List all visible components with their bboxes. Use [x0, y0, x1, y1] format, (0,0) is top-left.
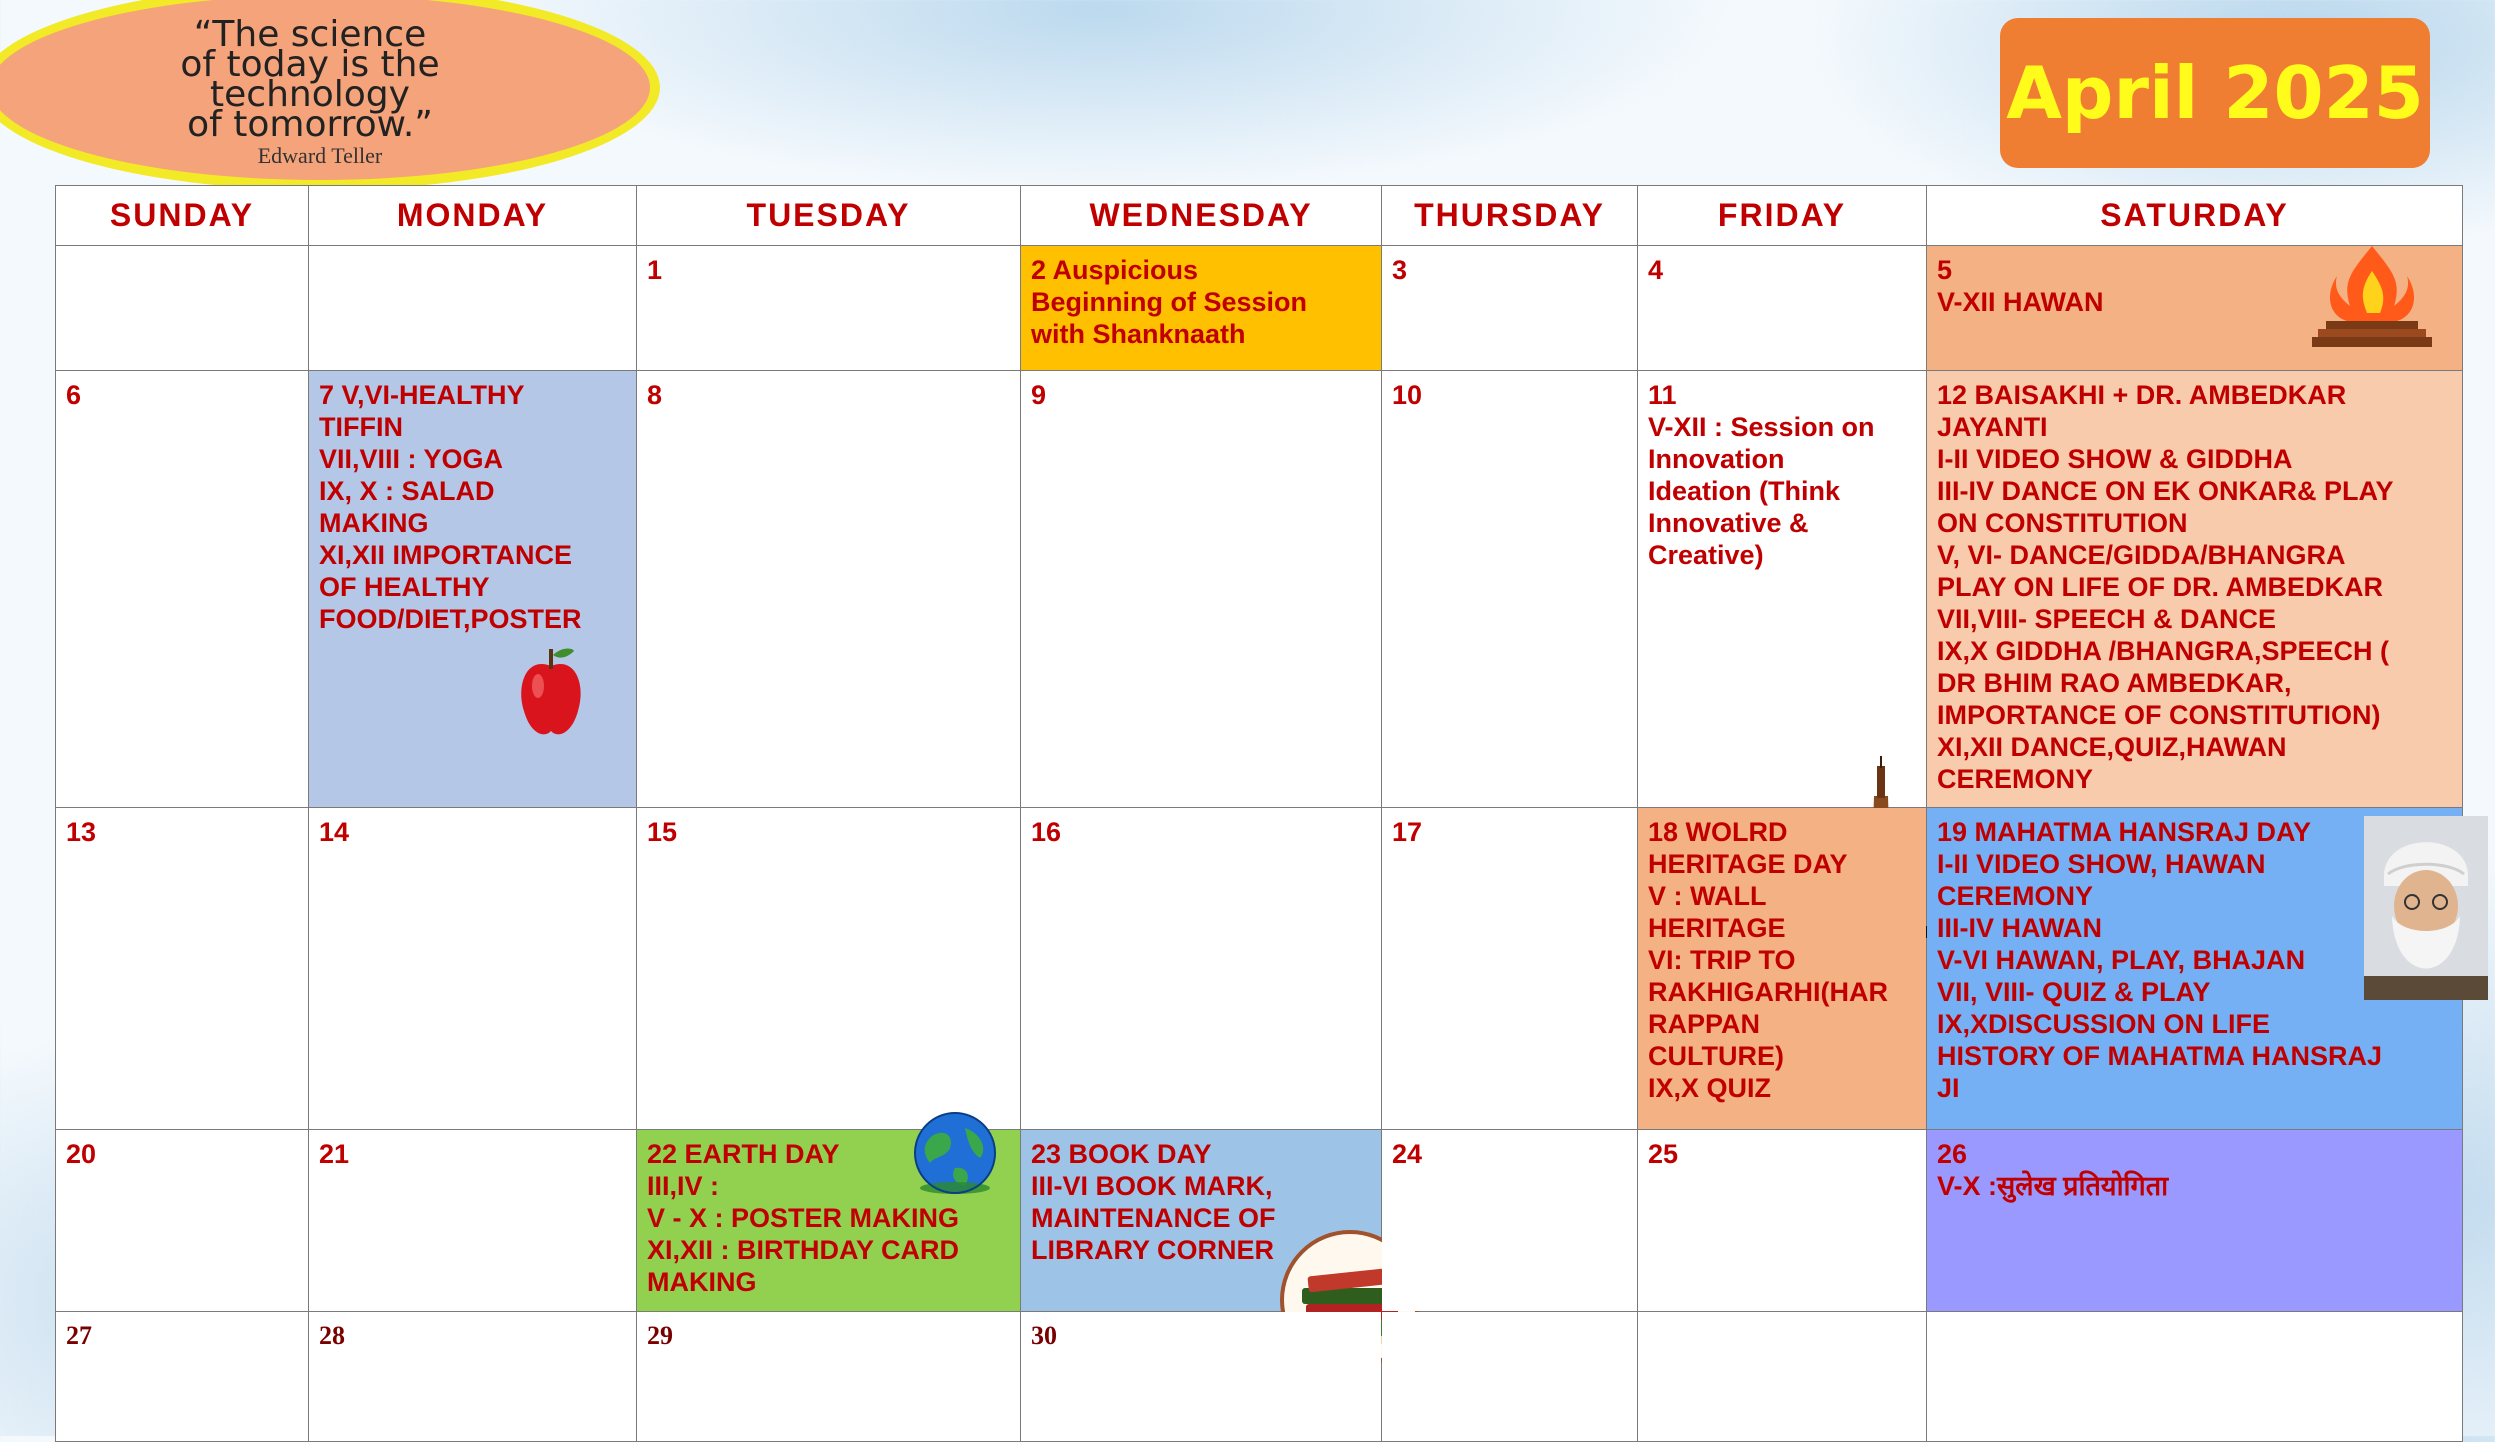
event-text: HERITAGE DAY — [1648, 849, 1848, 879]
weekday-header-row — [56, 186, 2463, 246]
hawan-fire-icon — [2312, 241, 2432, 358]
event-text: CEREMONY — [1937, 881, 2094, 911]
day-number: 6 — [66, 380, 82, 410]
day-cell[interactable] — [637, 808, 1021, 1130]
day-cell[interactable] — [309, 1130, 637, 1312]
event-text: V, VI- DANCE/GIDDA/BHANGRA — [1937, 540, 2346, 570]
weekday-header: SATURDAY — [1927, 186, 2463, 246]
day-cell[interactable] — [1638, 1130, 1927, 1312]
event-text: RAKHIGARHI(HAR — [1648, 977, 1888, 1007]
day-number: 21 — [319, 1139, 350, 1169]
event-text: FOOD/DIET,POSTER — [319, 604, 582, 634]
day-cell[interactable] — [1638, 246, 1927, 371]
day-cell[interactable] — [1927, 246, 2463, 371]
event-text: V-XII HAWAN — [1937, 287, 2104, 317]
event-text: CEREMONY — [1937, 764, 2094, 794]
day-cell[interactable] — [1021, 246, 1382, 371]
quote-author: Edward Teller — [257, 143, 383, 168]
event-text: Ideation (Think — [1648, 476, 1840, 506]
day-cell[interactable] — [1382, 1312, 1638, 1442]
day-number: 23 BOOK DAY — [1031, 1139, 1212, 1169]
weekday-header: MONDAY — [309, 186, 637, 246]
event-text: HERITAGE — [1648, 913, 1786, 943]
day-number: 14 — [319, 817, 350, 847]
event-text: V - X : POSTER MAKING — [647, 1203, 960, 1233]
day-number: 4 — [1648, 255, 1664, 285]
weekday-header: FRIDAY — [1638, 186, 1927, 246]
day-cell[interactable] — [1927, 808, 2463, 1130]
day-cell[interactable] — [1382, 808, 1638, 1130]
day-number: 27 — [66, 1321, 92, 1350]
day-cell[interactable] — [309, 1312, 637, 1442]
day-cell[interactable] — [1638, 808, 1927, 1130]
calendar-grid — [55, 185, 2463, 1442]
day-cell[interactable] — [637, 246, 1021, 371]
day-number: 29 — [647, 1321, 673, 1350]
quote-bubble — [0, 0, 660, 190]
day-number: 20 — [66, 1139, 97, 1169]
day-number: 13 — [66, 817, 97, 847]
day-number: 26 — [1937, 1139, 1968, 1169]
event-text: PLAY ON LIFE OF DR. AMBEDKAR — [1937, 572, 2384, 602]
event-text: V-XII : Session on — [1648, 412, 1875, 442]
event-text: VII,VIII : YOGA — [319, 444, 504, 474]
day-cell[interactable] — [1382, 1130, 1638, 1312]
quote-text: “The science of today is the technology of tomorrow.” — [180, 14, 440, 145]
day-cell[interactable] — [56, 1312, 309, 1442]
event-text: TIFFIN — [319, 412, 403, 442]
event-text: III-IV HAWAN — [1937, 913, 2103, 943]
weekday-header: TUESDAY — [637, 186, 1021, 246]
event-text: III-IV DANCE ON EK ONKAR& PLAY — [1937, 476, 2394, 506]
day-cell[interactable] — [56, 1130, 309, 1312]
day-number: 30 — [1031, 1321, 1057, 1350]
month-title-box — [2000, 18, 2430, 168]
week-row — [56, 1312, 2463, 1442]
week-row — [56, 371, 2463, 808]
day-cell[interactable] — [56, 808, 309, 1130]
day-cell[interactable] — [1927, 1312, 2463, 1442]
day-number: 11 — [1648, 380, 1677, 410]
day-cell[interactable] — [309, 246, 637, 371]
event-text: V-VI HAWAN, PLAY, BHAJAN — [1937, 945, 2306, 975]
day-cell[interactable] — [1382, 246, 1638, 371]
day-cell[interactable] — [1927, 371, 2463, 808]
day-number: 18 WOLRD — [1648, 817, 1788, 847]
day-cell[interactable] — [56, 246, 309, 371]
day-cell[interactable] — [1021, 1312, 1382, 1442]
event-text: III,IV : — [647, 1171, 720, 1201]
weekday-header: SUNDAY — [56, 186, 309, 246]
week-row — [56, 1130, 2463, 1312]
portrait-icon — [2364, 816, 2488, 1007]
day-cell[interactable] — [1021, 1130, 1382, 1312]
event-text: IX,X QUIZ — [1648, 1073, 1772, 1103]
day-number: 8 — [647, 380, 663, 410]
event-text: Innovation — [1648, 444, 1785, 474]
event-text: ON CONSTITUTION — [1937, 508, 2188, 538]
day-cell[interactable] — [56, 371, 309, 808]
day-cell[interactable] — [1382, 371, 1638, 808]
event-text: Creative) — [1648, 540, 1764, 570]
day-cell[interactable] — [637, 1130, 1021, 1312]
day-cell[interactable] — [1021, 808, 1382, 1130]
event-text: VII,VIII- SPEECH & DANCE — [1937, 604, 2277, 634]
event-text: MAKING — [647, 1267, 757, 1297]
day-number: 16 — [1031, 817, 1062, 847]
week-row — [56, 808, 2463, 1130]
event-text: MAINTENANCE OF — [1031, 1203, 1276, 1233]
day-cell[interactable] — [637, 1312, 1021, 1442]
day-number: 5 — [1937, 255, 1953, 285]
day-cell[interactable] — [309, 371, 637, 808]
event-text: DR BHIM RAO AMBEDKAR, — [1937, 668, 2292, 698]
event-text: LIBRARY CORNER — [1031, 1235, 1275, 1265]
event-text: I-II VIDEO SHOW & GIDDHA — [1937, 444, 2293, 474]
event-text: CULTURE) — [1648, 1041, 1784, 1071]
globe-icon — [910, 1108, 1000, 1205]
day-number: 3 — [1392, 255, 1408, 285]
event-text: III-VI BOOK MARK, — [1031, 1171, 1273, 1201]
day-number: 9 — [1031, 380, 1047, 410]
apple-icon — [516, 641, 586, 748]
event-text: VI: TRIP TO — [1648, 945, 1796, 975]
month-title: April 2025 — [2006, 51, 2424, 135]
event-text: VII, VIII- QUIZ & PLAY — [1937, 977, 2211, 1007]
event-text: HISTORY OF MAHATMA HANSRAJ — [1937, 1041, 2383, 1071]
event-text: IX, X : SALAD — [319, 476, 495, 506]
day-cell[interactable] — [637, 371, 1021, 808]
day-number: 22 EARTH DAY — [647, 1139, 840, 1169]
weekday-header: THURSDAY — [1382, 186, 1638, 246]
day-number: 25 — [1648, 1139, 1679, 1169]
event-text: RAPPAN — [1648, 1009, 1761, 1039]
event-text: JI — [1937, 1073, 1960, 1103]
day-number: 1 — [647, 255, 663, 285]
day-number: 19 MAHATMA HANSRAJ DAY — [1937, 817, 2312, 847]
weekday-header: WEDNESDAY — [1021, 186, 1382, 246]
event-text: MAKING — [319, 508, 429, 538]
event-text: IMPORTANCE OF CONSTITUTION) — [1937, 700, 2381, 730]
event-text: IX,X GIDDHA /BHANGRA,SPEECH ( — [1937, 636, 2390, 666]
day-cell[interactable] — [1927, 1130, 2463, 1312]
event-text: IX,XDISCUSSION ON LIFE — [1937, 1009, 2271, 1039]
day-number: 15 — [647, 817, 678, 847]
event-text: OF HEALTHY — [319, 572, 490, 602]
event-text: XI,XII DANCE,QUIZ,HAWAN — [1937, 732, 2287, 762]
day-number: 12 BAISAKHI + DR. AMBEDKAR — [1937, 380, 2347, 410]
day-cell[interactable] — [1021, 371, 1382, 808]
day-number: 2 Auspicious — [1031, 255, 1199, 285]
day-cell[interactable] — [1638, 1312, 1927, 1442]
event-text: V : WALL — [1648, 881, 1767, 911]
event-text: V-X :सुलेख प्रतियोगिता — [1937, 1171, 2169, 1201]
event-text: I-II VIDEO SHOW, HAWAN — [1937, 849, 2266, 879]
event-text: Innovative & — [1648, 508, 1809, 538]
day-number: 17 — [1392, 817, 1423, 847]
event-text: with Shanknaath — [1031, 319, 1246, 349]
day-cell[interactable] — [309, 808, 637, 1130]
day-number: 10 — [1392, 380, 1423, 410]
week-row — [56, 246, 2463, 371]
day-number: 28 — [319, 1321, 345, 1350]
day-number: 24 — [1392, 1139, 1423, 1169]
event-text: XI,XII IMPORTANCE — [319, 540, 573, 570]
day-cell[interactable] — [1638, 371, 1927, 808]
day-number: 7 V,VI-HEALTHY — [319, 380, 525, 410]
event-text: Beginning of Session — [1031, 287, 1308, 317]
event-text: JAYANTI — [1937, 412, 2048, 442]
event-text: XI,XII : BIRTHDAY CARD — [647, 1235, 960, 1265]
